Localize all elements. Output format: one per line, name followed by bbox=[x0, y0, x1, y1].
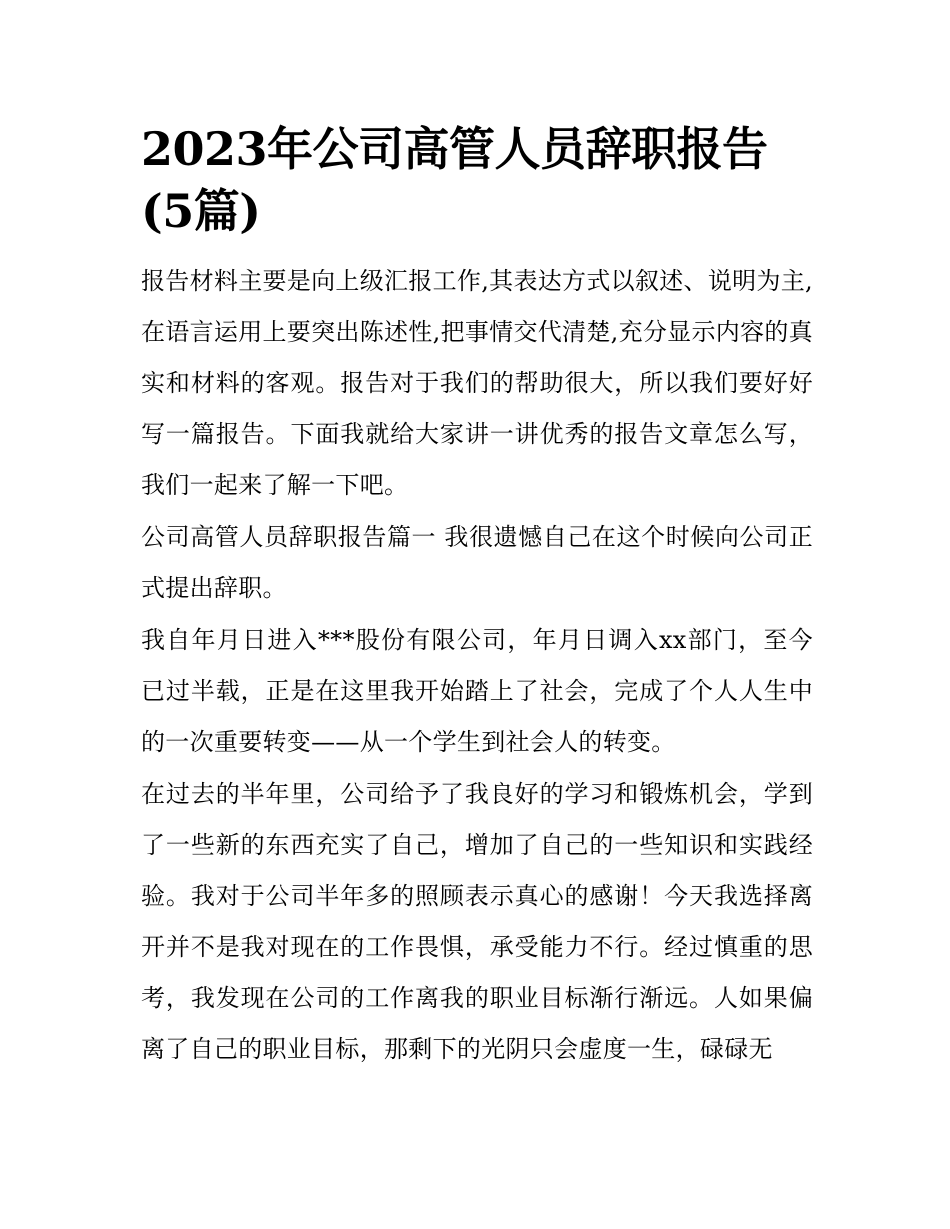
paragraph-reason: 在过去的半年里，公司给予了我良好的学习和锻炼机会，学到了一些新的东西充实了自己，增加了自己的一些知识和实践经验。我对于公司半年多的照顾表示真心的感谢！今天我选择离开并不是我对现在的工作畏惧，承受能力不行。经过慎重的思考，我发现在公司的工作离我的职业目标渐行渐远。人如果偏离了自己的职业目标，那剩下的光阴只会虚度一生，碌碌无 bbox=[141, 780, 813, 1063]
document-page bbox=[141, 118, 813, 1075]
document-title: 2023年公司高管人员辞职报告(5篇) bbox=[141, 122, 768, 238]
paragraph-employment-history: 我自年月日进入***股份有限公司，年月日调入xx部门，至今已过半载，正是在这里我开始踏上了社会，完成了个人人生中的一次重要转变——从一个学生到社会人的转变。 bbox=[141, 626, 813, 756]
paragraph-intro: 报告材料主要是向上级汇报工作,其表达方式以叙述、说明为主,在语言运用上要突出陈述性,把事情交代清楚,充分显示内容的真实和材料的客观。报告对于我们的帮助很大，所以我们要好好写一篇报告。下面我就给大家讲一讲优秀的报告文章怎么写，我们一起来了解一下吧。 bbox=[141, 267, 813, 499]
paragraph-section-heading: 公司高管人员辞职报告篇一 我很遗憾自己在这个时候向公司正式提出辞职。 bbox=[141, 523, 813, 602]
